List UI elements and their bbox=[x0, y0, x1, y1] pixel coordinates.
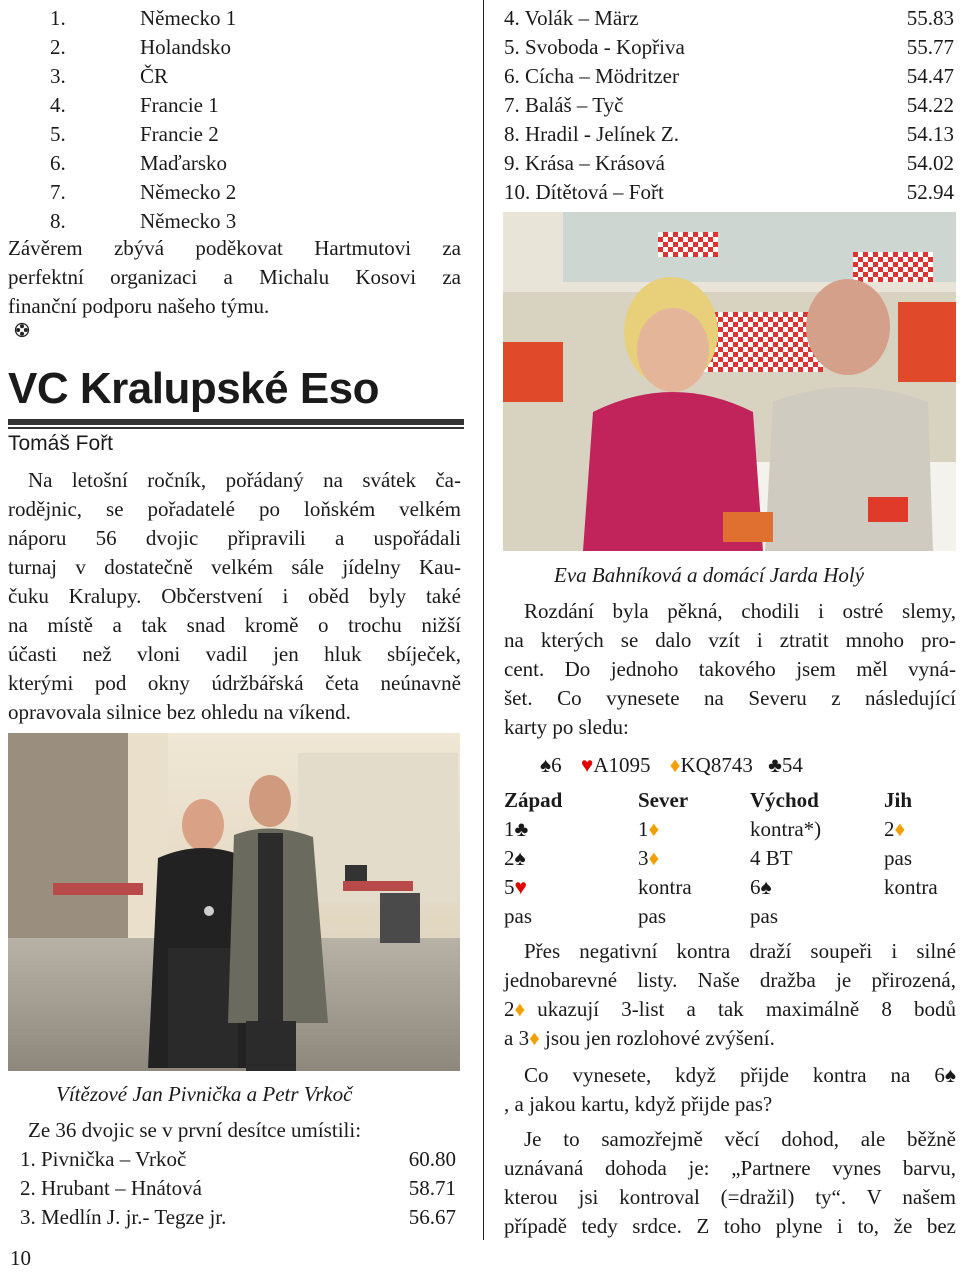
bid-cell: 4 BT bbox=[750, 846, 793, 870]
diamond-icon: ♦ bbox=[648, 846, 660, 870]
bid-cell bbox=[884, 902, 954, 931]
spade-icon: ♠ bbox=[944, 1063, 956, 1087]
table-row: 5. Svoboda - Kopřiva 55.77 bbox=[504, 35, 954, 59]
heading-rule-thin bbox=[8, 427, 464, 429]
list-item: 1. Německo 1 bbox=[50, 6, 237, 30]
bid-cell: 1♣ bbox=[504, 817, 529, 841]
heading-rule bbox=[8, 419, 464, 425]
players-photo-caption: Eva Bahníková a domácí Jarda Holý bbox=[554, 563, 865, 587]
heart-icon: ♥ bbox=[514, 875, 527, 899]
bidding-header-north: Sever bbox=[638, 788, 689, 812]
bid-cell: 2♠ bbox=[504, 846, 526, 870]
table-row: 3. Medlín J. jr.- Tegze jr. 56.67 bbox=[20, 1205, 456, 1229]
bid-cell: kontra*) bbox=[750, 817, 822, 841]
column-divider bbox=[483, 0, 484, 1240]
table-row: 8. Hradil - Jelínek Z. 54.13 bbox=[504, 122, 954, 146]
closing-paragraph: Závěrem zbývá poděkovat Hartmutovi za perfektní organizaci a Michalu Kosovi za finanční podporu našeho týmu. bbox=[8, 236, 461, 318]
bid-cell: 6♠ bbox=[750, 875, 772, 899]
table-row: 10. Dítětová – Fořt 52.94 bbox=[504, 180, 954, 204]
club-icon: ♣ bbox=[768, 753, 782, 777]
bid-cell: 3♦ bbox=[638, 846, 660, 870]
heart-icon: ♥ bbox=[580, 753, 594, 777]
flower-ornament-icon bbox=[14, 322, 30, 338]
list-item: 7. Německo 2 bbox=[50, 180, 237, 204]
winners-photo bbox=[8, 733, 460, 1071]
article-body: Na letošní ročník, pořádaný na svátek ča- rodějnic, se pořadatelé po loňském velkém náporu 56 dvojic připravili a uspořádali turnaj v dostatečně velkém sále jídelny Kau- čuku Kralupy. Občerstvení i oběd byly také na místě a tak snad kromě o trochu nižší účasti než vloni vadil jen hluk sbíječek, kterými pod okny údržbářská četa neúnavně opravovala silnice bez ohledu na víkend. bbox=[8, 468, 461, 724]
author-name: Tomáš Fořt bbox=[8, 432, 114, 455]
bid-cell: 1♦ bbox=[638, 817, 660, 841]
spade-icon: ♠ bbox=[514, 846, 526, 870]
bid-cell: pas bbox=[884, 846, 912, 870]
list-item: 8. Německo 3 bbox=[50, 209, 237, 233]
bid-cell: kontra bbox=[638, 875, 692, 899]
bid-cell: pas bbox=[504, 904, 532, 928]
results-intro: Ze 36 dvojic se v první desítce umístili: bbox=[28, 1118, 362, 1142]
table-row: 9. Krása – Krásová 54.02 bbox=[504, 151, 954, 175]
article-heading: VC Kralupské Eso bbox=[8, 364, 380, 413]
bid-cell: 5♥ bbox=[504, 875, 527, 899]
list-item: 4. Francie 1 bbox=[50, 93, 219, 117]
bid-cell: pas bbox=[750, 904, 778, 928]
paragraph-3: Co vynesete, když přijde kontra na 6 ♠ , a jakou kartu, když přijde pas? bbox=[504, 1063, 956, 1116]
winners-photo-caption: Vítězové Jan Pivnička a Petr Vrkoč bbox=[56, 1082, 353, 1106]
page-number: 10 bbox=[10, 1246, 31, 1270]
table-row: 6. Cícha – Mödritzer 54.47 bbox=[504, 64, 954, 88]
players-photo bbox=[503, 212, 956, 551]
table-row: 7. Baláš – Tyč 54.22 bbox=[504, 93, 954, 117]
table-row: 2. Hrubant – Hnátová 58.71 bbox=[20, 1176, 456, 1200]
bidding-header-west: Západ bbox=[504, 788, 563, 812]
list-item: 2. Holandsko bbox=[50, 35, 231, 59]
diamond-icon: ♦ bbox=[648, 817, 660, 841]
table-row: 4. Volák – März 55.83 bbox=[504, 6, 954, 30]
table-row: 1. Pivnička – Vrkoč 60.80 bbox=[20, 1147, 456, 1171]
list-item: 3. ČR bbox=[50, 64, 169, 88]
paragraph-4: Je to samozřejmě věcí dohod, ale běžně uznávaná dohoda je: „Partnere vynes barvu, kterou jsi kontroval (=dražil) ty“. V našem případě tedy srdce. Z toho plyne i to, že bez bbox=[504, 1127, 956, 1238]
bridge-hand: ♠6 ♥A1095 ♦KQ8743 ♣54 bbox=[540, 751, 803, 780]
spade-icon: ♠ bbox=[540, 753, 552, 777]
paragraph-1: Rozdání byla pěkná, chodili i ostré slemy, na kterých se dalo vzít i ztratit mnoho pro- cent. Do jednoho takového jsem měl vyná- šet. Co vynesete na Severu z následující karty po sledu: bbox=[504, 599, 956, 739]
club-icon: ♣ bbox=[514, 817, 529, 841]
list-item: 6. Maďarsko bbox=[50, 151, 228, 175]
list-item: 5. Francie 2 bbox=[50, 122, 219, 146]
bid-cell: 2♦ bbox=[884, 817, 906, 841]
bid-cell: kontra bbox=[884, 875, 938, 899]
diamond-icon: ♦ bbox=[894, 817, 906, 841]
spade-icon: ♠ bbox=[760, 875, 772, 899]
diamond-icon: ♦ bbox=[514, 997, 526, 1021]
bidding-table bbox=[504, 786, 954, 931]
diamond-icon: ♦ bbox=[529, 1026, 540, 1050]
bidding-header-south: Jih bbox=[884, 788, 913, 812]
bid-cell: pas bbox=[638, 904, 666, 928]
diamond-icon: ♦ bbox=[669, 753, 681, 777]
paragraph-2: Přes negativní kontra draží soupeři i silné jednobarevné listy. Naše dražba je přirozená, 2♦ ukazují 3-list a tak maximálně 8 bodů a 3♦ jsou jen rozlohové zvýšení. bbox=[504, 939, 956, 1050]
bidding-header-east: Východ bbox=[750, 788, 819, 812]
